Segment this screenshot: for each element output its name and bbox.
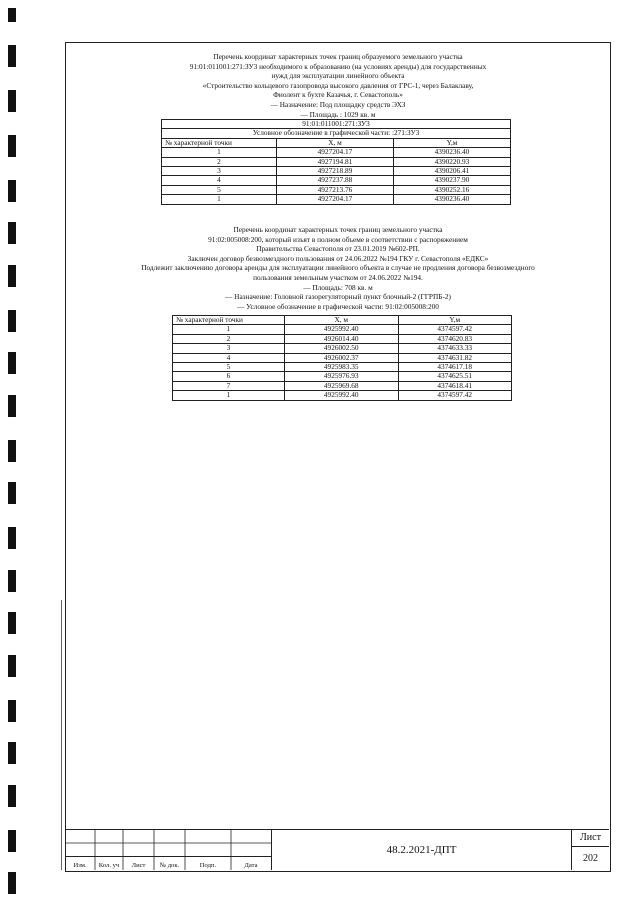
section2-title-line: Перечень координат характерных точек границ земельного участка [233, 225, 443, 234]
cell-x: 4925976.93 [285, 372, 399, 381]
cell-point: 1 [162, 195, 277, 204]
section2-title-line: Правительства Севастополя от 23.01.2019 №602-РП. [256, 244, 420, 254]
cell-point: 6 [173, 372, 285, 381]
section1-table-subcaption: Условное обозначение в графической части: :271:ЗУ3 [162, 129, 511, 138]
section2-title-line: 91:02:005008:200, который изъят в полном объеме в соответствии с распоряжением [208, 234, 468, 244]
cell-x: 4927204.17 [277, 148, 394, 157]
cell-y: 4374597.42 [398, 391, 512, 400]
column-header-x: X, м [277, 138, 394, 147]
cell-y: 4374597.42 [398, 325, 512, 334]
cell-y: 4390206.41 [394, 167, 511, 176]
cell-x: 4927204.17 [277, 195, 394, 204]
cell-y: 4390236.40 [394, 195, 511, 204]
table-row [173, 372, 512, 381]
section2-title-line: Подлежит заключению договора аренды для эксплуатации линейного объекта в случае не продления договора безвозмездного [141, 263, 535, 273]
section2-title-line: пользования земельным участком от 24.06.2022 №194. [253, 272, 423, 282]
column-header-point: № характерной точки [162, 138, 277, 147]
cell-point: 1 [162, 148, 277, 157]
cell-point: 4 [162, 176, 277, 185]
cell-point: 1 [173, 325, 285, 334]
cell-x: 4926002.50 [285, 344, 399, 353]
section1-area: — Площадь : 1029 кв. м [300, 109, 376, 119]
sheet-cell [571, 829, 609, 870]
label-list: Лист [131, 862, 146, 869]
document-code: 48.2.2021-ДПТ [271, 829, 571, 870]
cell-point: 2 [173, 334, 285, 343]
section1-table-caption: 91:01:011001:271:ЗУ3 [162, 120, 511, 129]
cell-x: 4927194.81 [277, 157, 394, 166]
cell-point: 3 [173, 344, 285, 353]
section1-title-line: 91:01:011001:271:ЗУ3 необходимого к образованию (на условиях аренды) для государственных [189, 61, 487, 71]
cell-y: 4390220.93 [394, 157, 511, 166]
table-row [162, 176, 511, 185]
sheet-label: Лист [572, 830, 609, 847]
cell-point: 1 [173, 391, 285, 400]
cell-y: 4390237.90 [394, 176, 511, 185]
section2-heading [66, 225, 610, 311]
label-kol-uch: Кол. уч [98, 862, 120, 869]
drawing-frame [65, 42, 611, 872]
cell-y: 4374617.18 [398, 363, 512, 372]
cell-x: 4926002.37 [285, 353, 399, 362]
column-header-y: Y,м [394, 138, 511, 147]
table-caption-row [162, 129, 511, 138]
cell-point: 2 [162, 157, 277, 166]
table-row [173, 391, 512, 400]
section2-table [172, 315, 512, 401]
section1-table [161, 119, 511, 205]
section1-purpose: — Назначение: Под площадку средств ЭХЗ [270, 99, 406, 109]
table-row [162, 195, 511, 204]
cell-y: 4374618.41 [398, 381, 512, 390]
cell-point: 4 [173, 353, 285, 362]
section2-legend: — Условное обозначение в графической части: 91:02:005008:200 [237, 301, 439, 311]
cell-point: 5 [162, 185, 277, 194]
cell-y: 4390252.16 [394, 185, 511, 194]
cell-x: 4927218.89 [277, 167, 394, 176]
label-date: Дата [244, 862, 258, 869]
cell-y: 4374625.51 [398, 372, 512, 381]
section2-area: — Площадь: 708 кв. м [303, 282, 373, 292]
cell-y: 4390236.40 [394, 148, 511, 157]
label-izm: Изм. [73, 862, 87, 869]
column-header-y: Y,м [398, 316, 512, 325]
margin-line [61, 600, 62, 870]
section1-title-line: «Строительство кольцевого газопровода высокого давления от ГРС-1, через Балаклаву, [202, 80, 474, 90]
cell-x: 4925969.68 [285, 381, 399, 390]
table-row [173, 344, 512, 353]
section2-purpose: — Назначение: Головной газорегуляторный пункт блочный-2 (ГГРПБ-2) [225, 292, 451, 302]
section1-title-line: Фиолент к бухте Казачья, г. Севастополь» [273, 90, 403, 100]
table-row [162, 148, 511, 157]
cell-x: 4927213.76 [277, 185, 394, 194]
column-header-point: № характерной точки [173, 316, 285, 325]
table-row [173, 325, 512, 334]
cell-x: 4926014.40 [285, 334, 399, 343]
cell-point: 3 [162, 167, 277, 176]
cell-x: 4927237.88 [277, 176, 394, 185]
section2-title-line: Заключен договор безвозмездного пользования от 24.06.2022 №194 ГКУ г. Севастополя «ЕДКС» [187, 253, 489, 263]
cell-point: 5 [173, 363, 285, 372]
cell-point: 7 [173, 381, 285, 390]
cell-y: 4374620.83 [398, 334, 512, 343]
cell-x: 4925992.40 [285, 325, 399, 334]
section1-title-line: нужд для эксплуатации линейного объекта [271, 71, 405, 81]
column-header-x: X, м [285, 316, 399, 325]
cell-y: 4374633.33 [398, 344, 512, 353]
title-block [65, 829, 609, 870]
section1-title-line: Перечень координат характерных точек границ образуемого земельного участка [213, 52, 463, 61]
cell-y: 4374631.82 [398, 353, 512, 362]
cell-x: 4925992.40 [285, 391, 399, 400]
label-doc-number: № док. [159, 862, 180, 869]
sheet-number: 202 [583, 853, 598, 864]
section1-heading [66, 52, 610, 119]
cell-x: 4925983.35 [285, 363, 399, 372]
label-signature: Подп. [199, 862, 217, 869]
